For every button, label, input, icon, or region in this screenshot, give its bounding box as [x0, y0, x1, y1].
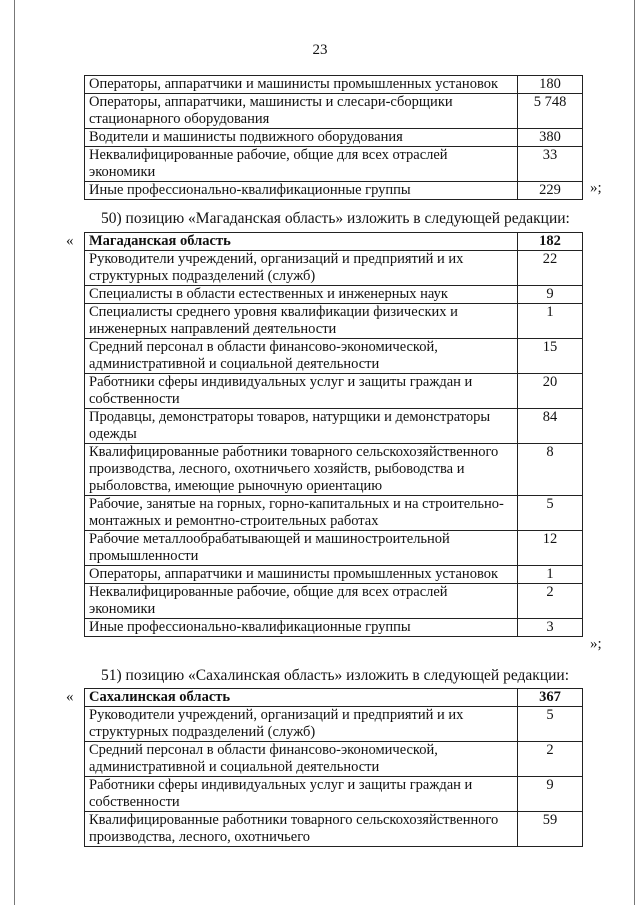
- row-value: 22: [518, 251, 583, 286]
- amendment-paragraph-51: 51) позицию «Сахалинская область» изложить в следующей редакции:: [101, 667, 570, 684]
- closing-quote: »;: [590, 636, 602, 652]
- opening-quote: «: [66, 689, 74, 705]
- table-row: [85, 707, 583, 742]
- table-continued: [84, 75, 583, 200]
- table-row: [85, 374, 583, 409]
- row-value: 59: [518, 812, 583, 847]
- table-row: [85, 619, 583, 637]
- row-value: 1: [518, 304, 583, 339]
- row-value: 8: [518, 444, 583, 496]
- page-edge-left: [14, 0, 15, 905]
- table-row: [85, 76, 583, 94]
- row-label: Руководители учреждений, организаций и предприятий и их структурных подразделений (служб): [85, 251, 518, 286]
- row-value: 84: [518, 409, 583, 444]
- table-row: [85, 182, 583, 200]
- row-label: Работники сферы индивидуальных услуг и защиты граждан и собственности: [85, 374, 518, 409]
- row-label: Иные профессионально-квалификационные группы: [85, 182, 518, 200]
- row-label: Операторы, аппаратчики и машинисты промышленных установок: [85, 76, 518, 94]
- page-number: 23: [312, 42, 328, 58]
- row-label: Неквалифицированные рабочие, общие для всех отраслей экономики: [85, 147, 518, 182]
- table-row: [85, 742, 583, 777]
- row-label: Рабочие металлообрабатывающей и машиностроительной промышленности: [85, 531, 518, 566]
- row-label: Квалифицированные работники товарного сельскохозяйственного производства, лесного, охотничьего хозяйств, рыбоводства и рыболовства, имеющие рыночную ориентацию: [85, 444, 518, 496]
- row-label: Иные профессионально-квалификационные группы: [85, 619, 518, 637]
- row-label: Квалифицированные работники товарного сельскохозяйственного производства, лесного, охотничьего: [85, 812, 518, 847]
- page-edge-right: [634, 0, 635, 905]
- row-label: Рабочие, занятые на горных, горно-капитальных и на строительно-монтажных и ремонтно-строительных работах: [85, 496, 518, 531]
- row-value: 2: [518, 742, 583, 777]
- closing-quote: »;: [590, 180, 602, 196]
- table-body: [85, 76, 583, 200]
- row-label: Продавцы, демонстраторы товаров, натурщики и демонстраторы одежды: [85, 409, 518, 444]
- table-row: [85, 812, 583, 847]
- row-label: Неквалифицированные рабочие, общие для всех отраслей экономики: [85, 584, 518, 619]
- row-value: 12: [518, 531, 583, 566]
- table-row: [85, 496, 583, 531]
- table-row: [85, 286, 583, 304]
- row-value: 380: [518, 129, 583, 147]
- row-value: 9: [518, 286, 583, 304]
- table-sakhalin: [84, 688, 583, 847]
- row-value: 3: [518, 619, 583, 637]
- region-name: Сахалинская область: [85, 689, 518, 707]
- row-label: Средний персонал в области финансово-экономической, административной и социальной деятельности: [85, 742, 518, 777]
- row-value: 5: [518, 496, 583, 531]
- row-value: 1: [518, 566, 583, 584]
- table-row: [85, 444, 583, 496]
- row-value: 15: [518, 339, 583, 374]
- amendment-paragraph-50: 50) позицию «Магаданская область» изложить в следующей редакции:: [101, 210, 570, 227]
- table-row: [85, 251, 583, 286]
- table-magadan: [84, 232, 583, 637]
- table-row: [85, 339, 583, 374]
- row-value: 180: [518, 76, 583, 94]
- table-row: [85, 129, 583, 147]
- row-label: Водители и машинисты подвижного оборудования: [85, 129, 518, 147]
- row-value: 2: [518, 584, 583, 619]
- row-value: 9: [518, 777, 583, 812]
- row-label: Специалисты среднего уровня квалификации физических и инженерных направлений деятельности: [85, 304, 518, 339]
- row-label: Специалисты в области естественных и инженерных наук: [85, 286, 518, 304]
- table-header-row: [85, 233, 583, 251]
- table-row: [85, 584, 583, 619]
- table-row: [85, 304, 583, 339]
- row-value: 33: [518, 147, 583, 182]
- row-label: Средний персонал в области финансово-экономической, административной и социальной деятельности: [85, 339, 518, 374]
- table-header-row: [85, 689, 583, 707]
- row-label: Работники сферы индивидуальных услуг и защиты граждан и собственности: [85, 777, 518, 812]
- table-row: [85, 777, 583, 812]
- row-label: Операторы, аппаратчики и машинисты промышленных установок: [85, 566, 518, 584]
- row-label: Руководители учреждений, организаций и предприятий и их структурных подразделений (служб): [85, 707, 518, 742]
- opening-quote: «: [66, 233, 74, 249]
- row-value: 5: [518, 707, 583, 742]
- table-row: [85, 409, 583, 444]
- table-row: [85, 531, 583, 566]
- region-total: 367: [518, 689, 583, 707]
- table-body: [85, 689, 583, 847]
- table-row: [85, 566, 583, 584]
- row-label: Операторы, аппаратчики, машинисты и слесари-сборщики стационарного оборудования: [85, 94, 518, 129]
- region-name: Магаданская область: [85, 233, 518, 251]
- row-value: 5 748: [518, 94, 583, 129]
- table-row: [85, 94, 583, 129]
- region-total: 182: [518, 233, 583, 251]
- table-body: [85, 233, 583, 637]
- row-value: 20: [518, 374, 583, 409]
- table-row: [85, 147, 583, 182]
- row-value: 229: [518, 182, 583, 200]
